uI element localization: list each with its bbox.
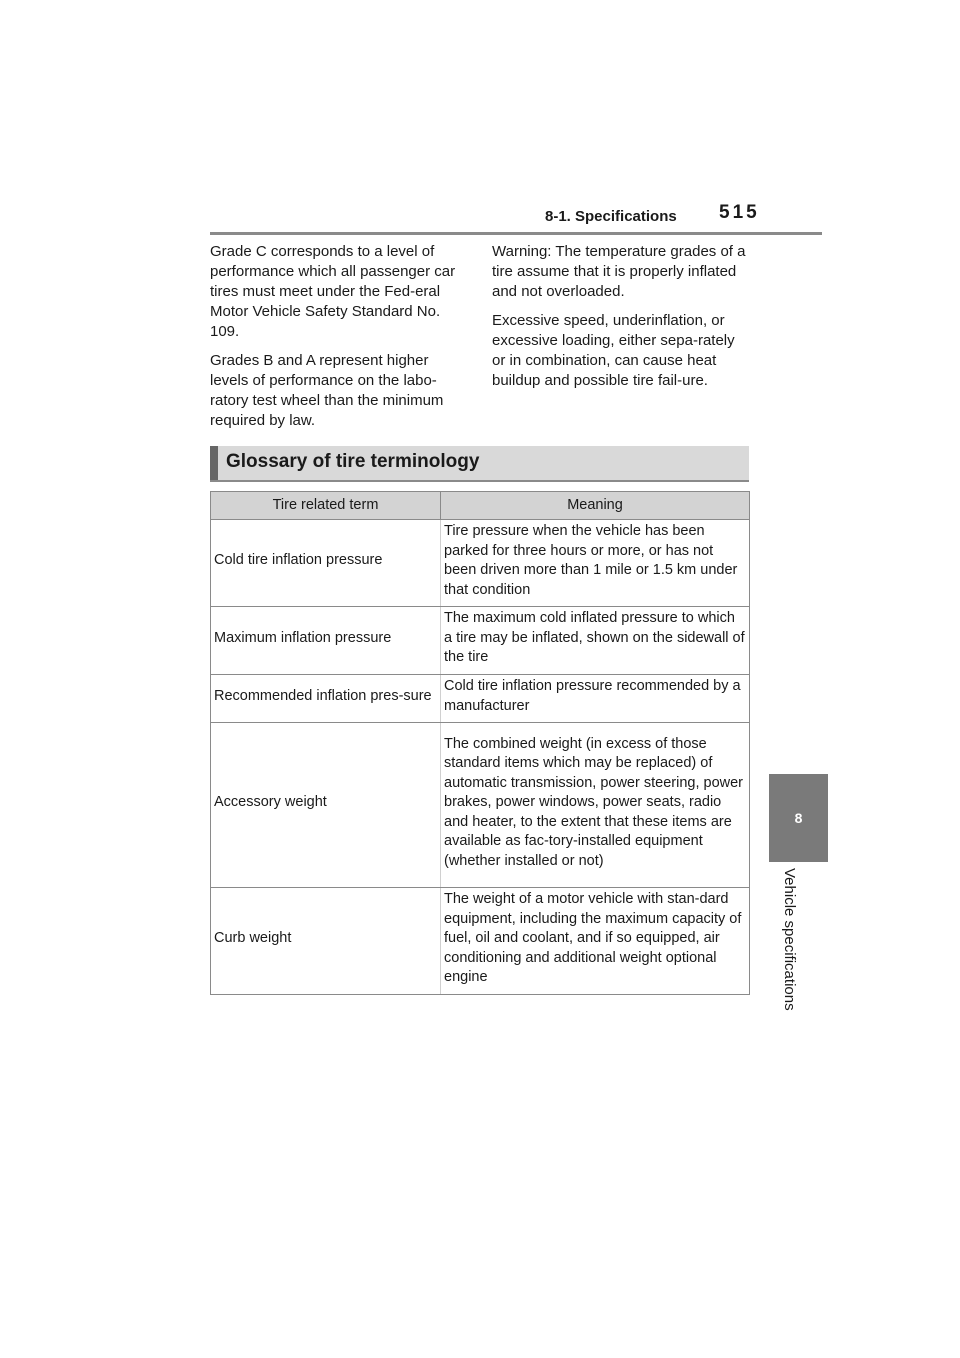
text-column-right bbox=[492, 242, 752, 400]
paragraph: Grade C corresponds to a level of performance which all passenger car tires must meet under the Fed-eral Motor Vehicle Safety Standard No. 109. bbox=[210, 243, 456, 340]
term-cell: Cold tire inflation pressure bbox=[211, 520, 441, 607]
paragraph: Excessive speed, underinflation, or excessive loading, either sepa-rately or in combination, can cause heat buildup and possible tire fail-ure. bbox=[492, 312, 735, 389]
table-row bbox=[211, 675, 750, 723]
meaning-cell: The weight of a motor vehicle with stan-dard equipment, including the maximum capacity of fuel, oil and coolant, and if so equipped, air conditioning and additional weight optional engine bbox=[441, 888, 750, 995]
table-row bbox=[211, 607, 750, 675]
page-number: 515 bbox=[719, 202, 760, 223]
section-title: 8-1. Specifications bbox=[545, 208, 677, 225]
section-heading-bar bbox=[210, 446, 749, 482]
column-header-term: Tire related term bbox=[211, 492, 441, 520]
section-heading: Glossary of tire terminology bbox=[226, 451, 480, 472]
term-cell: Maximum inflation pressure bbox=[211, 607, 441, 675]
text-column-left bbox=[210, 242, 470, 440]
glossary-table bbox=[210, 491, 750, 995]
meaning-cell: The maximum cold inflated pressure to which a tire may be inflated, shown on the sidewall of the tire bbox=[441, 607, 750, 675]
term-cell: Recommended inflation pres-sure bbox=[211, 675, 441, 723]
chapter-tab bbox=[769, 774, 828, 862]
table-row bbox=[211, 888, 750, 995]
chapter-number: 8 bbox=[794, 810, 803, 826]
chapter-label: Vehicle specifications bbox=[781, 868, 798, 1011]
paragraph: Grades B and A represent higher levels of performance on the labo-ratory test wheel than the minimum required by law. bbox=[210, 352, 444, 429]
table-row bbox=[211, 723, 750, 888]
heading-accent bbox=[210, 446, 218, 480]
table-row bbox=[211, 520, 750, 607]
term-cell: Accessory weight bbox=[211, 723, 441, 888]
column-header-meaning: Meaning bbox=[441, 492, 750, 520]
meaning-cell: Tire pressure when the vehicle has been parked for three hours or more, or has not been driven more than 1 mile or 1.5 km under that condition bbox=[441, 520, 750, 607]
term-cell: Curb weight bbox=[211, 888, 441, 995]
paragraph: Warning: The temperature grades of a tire assume that it is properly inflated and not overloaded. bbox=[492, 243, 746, 300]
meaning-cell: Cold tire inflation pressure recommended by a manufacturer bbox=[441, 675, 750, 723]
meaning-cell: The combined weight (in excess of those standard items which may be replaced) of automatic transmission, power steering, power brakes, power windows, power seats, radio and heater, to the extent that these items are available as fac-tory-installed equipment (whether installed or not) bbox=[441, 723, 750, 888]
table-header-row bbox=[211, 492, 750, 520]
header-divider bbox=[210, 232, 822, 235]
